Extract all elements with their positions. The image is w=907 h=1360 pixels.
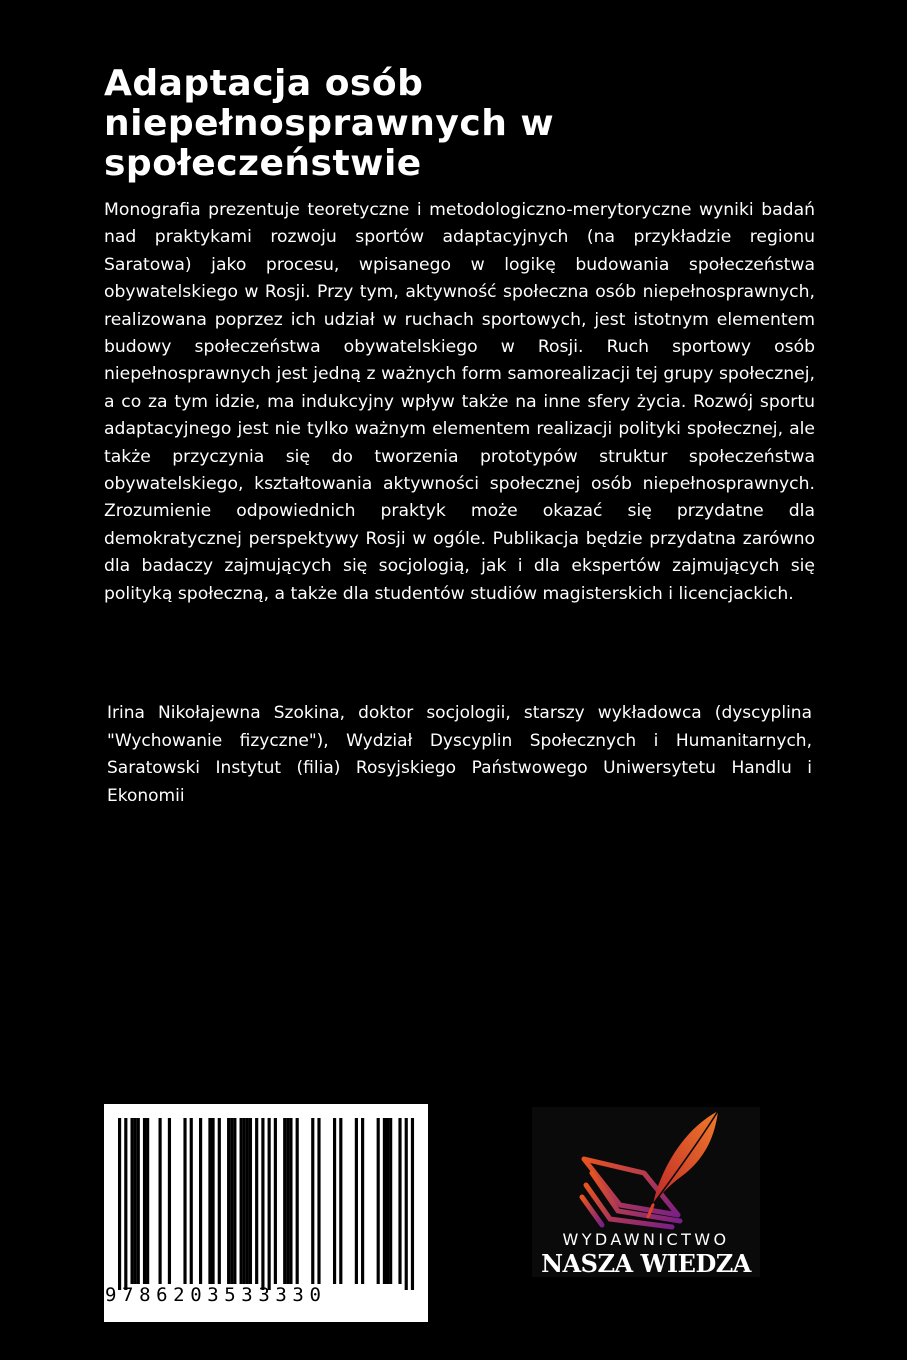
barcode-bar <box>289 1118 292 1284</box>
barcode-bar <box>124 1118 127 1290</box>
barcode-bar <box>168 1118 171 1284</box>
barcode-bar <box>249 1118 252 1284</box>
barcode-bar <box>311 1118 314 1284</box>
barcode-bar <box>199 1118 202 1284</box>
barcode-bar <box>240 1118 243 1284</box>
barcode-bar <box>389 1118 392 1284</box>
publisher-logo <box>532 1107 760 1277</box>
barcode-bar <box>218 1118 221 1284</box>
book-feather-icon <box>532 1107 760 1232</box>
barcode-bar <box>246 1118 249 1284</box>
barcode-bar <box>386 1118 389 1284</box>
barcode-bar <box>296 1118 299 1284</box>
barcode-bar <box>134 1118 137 1284</box>
barcode-bar <box>261 1118 264 1290</box>
book-title <box>104 64 824 184</box>
barcode-bar <box>383 1118 386 1284</box>
barcode-bar <box>146 1118 149 1284</box>
isbn-digits: 9786203533330 <box>105 1284 327 1306</box>
barcode-bar <box>208 1118 211 1284</box>
barcode-bar <box>137 1118 140 1284</box>
barcode-bar <box>233 1118 236 1284</box>
barcode-bar <box>317 1118 320 1284</box>
publisher-subtitle: WYDAWNICTWO <box>562 1230 730 1249</box>
barcode-bar <box>190 1118 193 1284</box>
barcode-bar <box>377 1118 380 1284</box>
barcode-bar <box>274 1118 277 1284</box>
barcode-bar <box>361 1118 364 1284</box>
barcode-bar <box>211 1118 214 1284</box>
barcode-bar <box>411 1118 414 1290</box>
barcode-bar <box>339 1118 342 1284</box>
barcode-bar <box>355 1118 358 1284</box>
barcode-bar <box>398 1118 401 1284</box>
barcode-bar <box>405 1118 408 1290</box>
barcode-bar <box>130 1118 133 1284</box>
barcode-bar <box>333 1118 336 1284</box>
barcode-bar <box>283 1118 286 1284</box>
author-bio: Irina Nikołajewna Szokina, doktor socjologii, starszy wykładowca (dyscyplina "Wychowanie fizyczne"), Wydział Dyscyplin Społecznych i Humanitarnych, Saratowski Instytut (filia) Rosyjskiego Państwowego Uniwersytetu Handlu i Ekonomii <box>107 703 812 806</box>
barcode-bar <box>159 1118 162 1284</box>
book-title-line-1: Adaptacja osób <box>104 63 424 104</box>
barcode-bar <box>183 1118 186 1284</box>
barcode-bar <box>143 1118 146 1284</box>
barcode-bar <box>286 1118 289 1284</box>
barcode-bar <box>255 1118 258 1284</box>
book-description: Monografia prezentuje teoretyczne i metodologiczno-merytoryczne wyniki badań nad praktykami rozwoju sportów adaptacyjnych (na przykładzie regionu Saratowa) jako procesu, wpisanego w logikę budowania społeczeństwa obywatelskiego w Rosji. Przy tym, aktywność społeczna osób niepełnosprawnych, realizowana poprzez ich udział w ruchach sportowych, jest istotnym elementem budowy społeczeństwa obywatelskiego w Rosji. Ruch sportowy osób niepełnosprawnych jest jedną z ważnych form samorealizacji tej grupy społecznej, a co za tym idzie, ma indukcyjny wpływ także na inne sfery życia. Rozwój sportu adaptacyjnego jest nie tylko ważnym elementem realizacji polityki społecznej, ale także przyczynia się do tworzenia prototypów struktur społeczeństwa obywatelskiego, kształtowania aktywności społecznej osób niepełnosprawnych. Zrozumienie odpowiednich praktyk może okazać się przydatne dla demokratycznej perspektywy Rosji w ogóle. Publikacja będzie przydatna zarówno dla badaczy zajmujących się socjologią, jak i dla ekspertów zajmujących się polityką społeczną, a także dla studentów studiów magisterskich i licencjackich. <box>104 200 815 604</box>
isbn-barcode <box>104 1104 428 1322</box>
barcode-bar <box>227 1118 230 1284</box>
barcode-bar <box>230 1118 233 1284</box>
barcode-bar <box>243 1118 246 1284</box>
barcode-bar <box>118 1118 121 1290</box>
barcode-bar <box>268 1118 271 1290</box>
book-title-line-2: niepełnosprawnych w <box>104 103 555 144</box>
publisher-name: NASZA WIEDZA <box>541 1249 751 1278</box>
book-title-line-3: społeczeństwie <box>104 143 422 184</box>
